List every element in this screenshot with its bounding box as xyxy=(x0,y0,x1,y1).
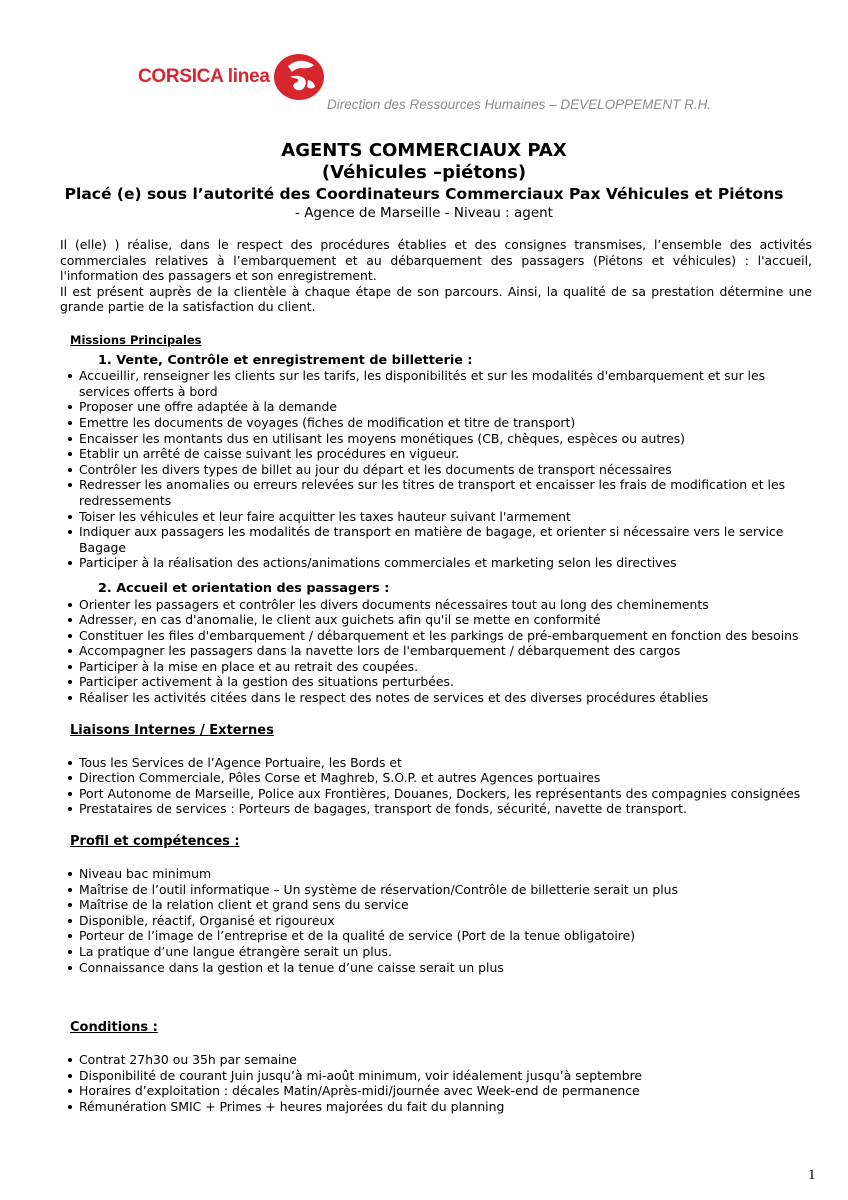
section-heading-liaisons: Liaisons Internes / Externes xyxy=(70,722,274,738)
list-item: Direction Commerciale, Pôles Corse et Maghreb, S.O.P. et autres Agences portuaires xyxy=(68,770,812,786)
list-item: Emettre les documents de voyages (fiches de modification et titre de transport) xyxy=(68,415,812,431)
bullet-list xyxy=(70,866,812,975)
intro-paragraph: Il (elle) ) réalise, dans le respect des procédures établies et des consignes transmises, l’ensemble des activités commerciales relatives à l’embarquement et au débarquement des passagers (Piétons et véhicules) : l'accueil, l'information des passagers et son enregistrement. xyxy=(60,237,812,284)
list-item: Encaisser les montants dus en utilisant les moyens monétiques (CB, chèques, espèces ou autres) xyxy=(68,431,812,447)
bullet-list xyxy=(70,368,812,571)
list-item: Participer à la mise en place et au retrait des coupées. xyxy=(68,659,812,675)
list-item: Horaires d’exploitation : décales Matin/Après-midi/journée avec Week-end de permanence xyxy=(68,1083,812,1099)
list-item: Réaliser les activités citées dans le respect des notes de services et des diverses procédures établies xyxy=(68,690,812,706)
subsection-title: 1. Vente, Contrôle et enregistrement de billetterie : xyxy=(98,352,473,368)
document-title-block xyxy=(0,140,848,222)
list-item: Tous les Services de l’Agence Portuaire, les Bords et xyxy=(68,755,812,771)
list-item: La pratique d’une langue étrangère serait un plus. xyxy=(68,944,812,960)
list-item: Participer activement à la gestion des situations perturbées. xyxy=(68,674,812,690)
list-item: Niveau bac minimum xyxy=(68,866,812,882)
list-item: Toiser les véhicules et leur faire acquitter les taxes hauteur suivant l'armement xyxy=(68,509,812,525)
list-item: Port Autonome de Marseille, Police aux Frontières, Douanes, Dockers, les représentants des compagnies consignées xyxy=(68,786,812,802)
list-item: Prestataires de services : Porteurs de bagages, transport de fonds, sécurité, navette de transport. xyxy=(68,801,812,817)
agency-level: - Agence de Marseille - Niveau : agent xyxy=(295,205,553,221)
subsection-title: 2. Accueil et orientation des passagers : xyxy=(98,580,390,596)
department-header: Direction des Ressources Humaines – DEVELOPPEMENT R.H. xyxy=(327,97,712,112)
list-item: Porteur de l’image de l’entreprise et de la qualité de service (Port de la tenue obligatoire) xyxy=(68,928,812,944)
bullet-list xyxy=(70,1052,812,1114)
company-logo xyxy=(138,50,328,102)
intro-text xyxy=(60,237,812,315)
list-item: Rémunération SMIC + Primes + heures majorées du fait du planning xyxy=(68,1099,812,1115)
list-item: Orienter les passagers et contrôler les divers documents nécessaires tout au long des cheminements xyxy=(68,597,812,613)
moor-head-logo-icon xyxy=(270,50,328,102)
list-item: Contrat 27h30 ou 35h par semaine xyxy=(68,1052,812,1068)
list-item: Connaissance dans la gestion et la tenue d’une caisse serait un plus xyxy=(68,960,812,976)
page-number: 1 xyxy=(808,1167,816,1183)
list-item: Adresser, en cas d'anomalie, le client aux guichets afin qu'il se mette en conformité xyxy=(68,612,812,628)
list-item: Disponible, réactif, Organisé et rigoureux xyxy=(68,913,812,929)
list-item: Redresser les anomalies ou erreurs relevées sur les titres de transport et encaisser les frais de modification et les redressements xyxy=(68,477,812,508)
section-heading-missions: Missions Principales xyxy=(70,333,202,347)
list-item: Accueillir, renseigner les clients sur les tarifs, les disponibilités et sur les modalités d'embarquement et sur les services offerts à bord xyxy=(68,368,812,399)
intro-paragraph: Il est présent auprès de la clientèle à chaque étape de son parcours. Ainsi, la qualité de sa prestation détermine une grande partie de la satisfaction du client. xyxy=(60,283,812,315)
section-heading-conditions: Conditions : xyxy=(70,1020,158,1036)
logo-text: CORSICA linea xyxy=(138,66,270,87)
section-heading-profil: Profil et compétences : xyxy=(70,834,240,850)
list-item: Accompagner les passagers dans la navette lors de l'embarquement / débarquement des cargos xyxy=(68,643,812,659)
job-title: AGENTS COMMERCIAUX PAX xyxy=(281,140,567,161)
list-item: Disponibilité de courant Juin jusqu’à mi-août minimum, voir idéalement jusqu’à septembre xyxy=(68,1068,812,1084)
list-item: Contrôler les divers types de billet au jour du départ et les documents de transport nécessaires xyxy=(68,462,812,478)
main-content xyxy=(70,333,812,1115)
list-item: Indiquer aux passagers les modalités de transport en matière de bagage, et orienter si nécessaire vers le service Bagage xyxy=(68,524,812,555)
list-item: Participer à la réalisation des actions/animations commerciales et marketing selon les directives xyxy=(68,555,812,571)
bullet-list xyxy=(70,597,812,706)
job-subtitle: (Véhicules –piétons) xyxy=(321,162,527,183)
list-item: Maîtrise de l’outil informatique – Un système de réservation/Contrôle de billetterie serait un plus xyxy=(68,882,812,898)
list-item: Maîtrise de la relation client et grand sens du service xyxy=(68,897,812,913)
list-item: Proposer une offre adaptée à la demande xyxy=(68,399,812,415)
list-item: Constituer les files d'embarquement / débarquement et les parkings de pré-embarquement en fonction des besoins xyxy=(68,628,812,644)
reporting-line: Placé (e) sous l’autorité des Coordinateurs Commerciaux Pax Véhicules et Piétons xyxy=(64,185,784,203)
bullet-list xyxy=(70,755,812,817)
list-item: Etablir un arrêté de caisse suivant les procédures en vigueur. xyxy=(68,446,812,462)
